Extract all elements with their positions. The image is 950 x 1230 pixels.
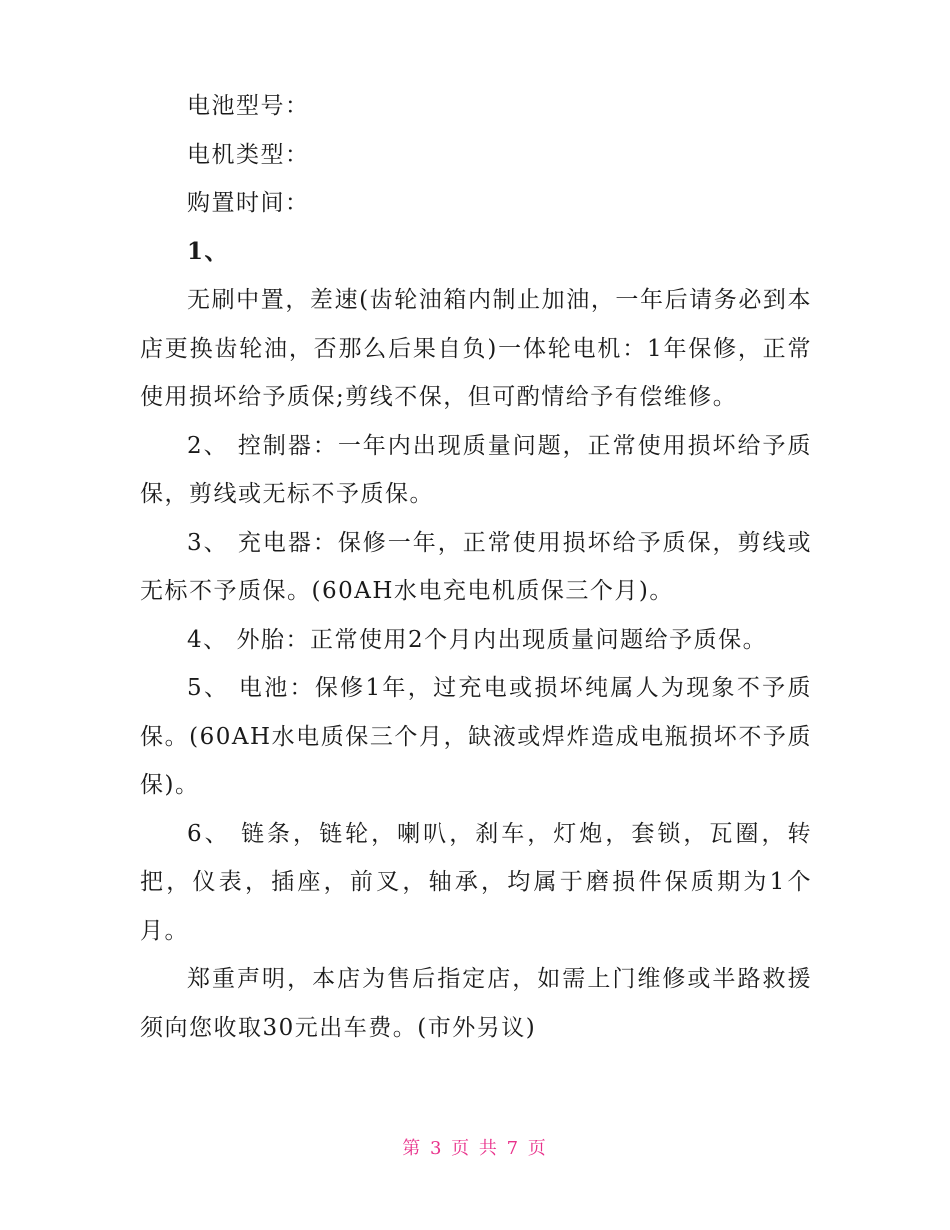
service-statement: 郑重声明，本店为售后指定店，如需上门维修或半路救援须向您收取30元出车费。(市外另议) (140, 966, 812, 1041)
item-4-tire-warranty: 4、 外胎：正常使用2个月内出现质量问题给予质保。 (187, 626, 768, 653)
item-1-number: 1、 (187, 237, 230, 265)
motor-type-field: 电机类型： (187, 141, 310, 168)
battery-model-field: 电池型号： (187, 93, 310, 119)
item-2-controller-warranty: 2、 控制器：一年内出现质量问题，正常使用损坏给予质保，剪线或无标不予质保。 (140, 432, 812, 507)
purchase-time-field: 购置时间： (187, 190, 310, 216)
page-number-footer (0, 1134, 950, 1160)
item-3-charger-warranty: 3、 充电器：保修一年，正常使用损坏给予质保，剪线或无标不予质保。(60AH水电充电机质保三个月)。 (140, 529, 812, 604)
document-body (140, 82, 812, 1052)
item-6-wear-parts-warranty: 6、 链条，链轮，喇叭，刹车，灯炮，套锁，瓦圈，转把，仪表，插座，前叉，轴承，均属于磨损件保质期为1个月。 (140, 820, 812, 944)
page-number-label: 第 3 页 共 7 页 (402, 1138, 548, 1159)
item-1-motor-warranty: 无刷中置，差速(齿轮油箱内制止加油，一年后请务必到本店更换齿轮油，否那么后果自负)一体轮电机：1年保修，正常使用损坏给予质保;剪线不保，但可酌情给予有偿维修。 (140, 287, 812, 410)
item-5-battery-warranty: 5、 电池：保修1年，过充电或损坏纯属人为现象不予质保。(60AH水电质保三个月，缺液或焊炸造成电瓶损坏不予质保)。 (140, 675, 812, 798)
